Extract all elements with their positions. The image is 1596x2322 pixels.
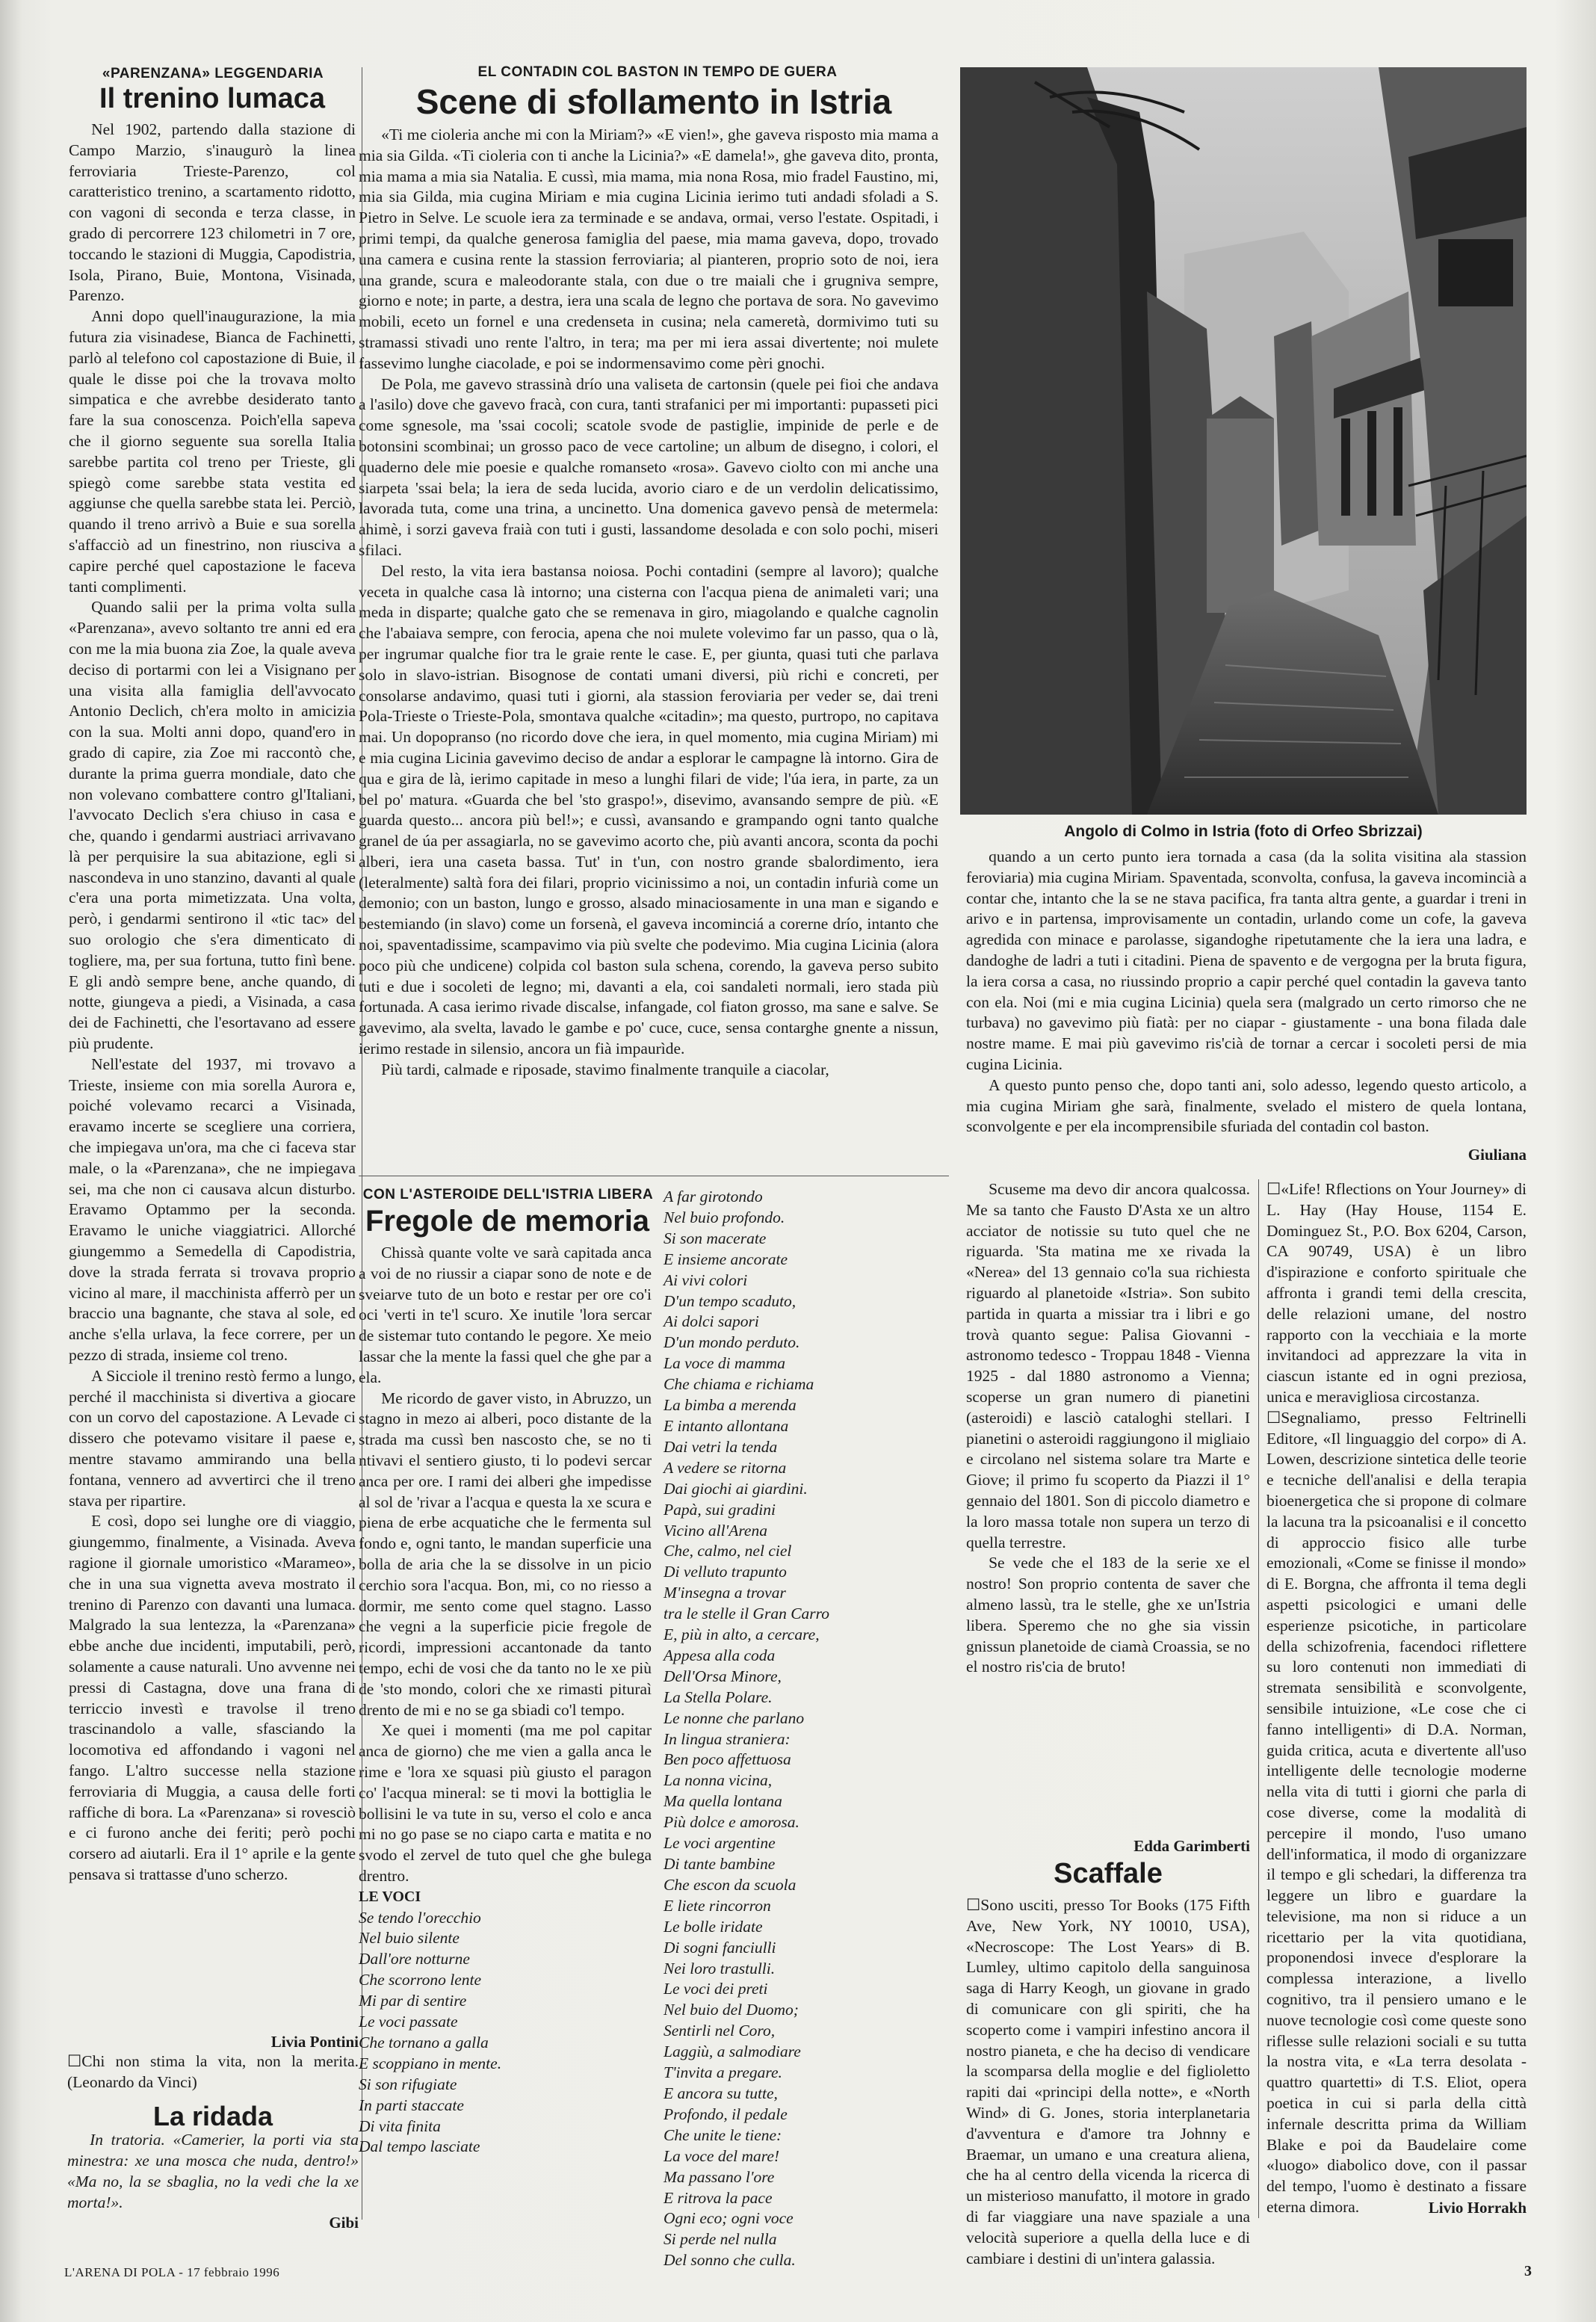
scaffale-entry: ☐ «Life! Rflections on Your Journey» di L. Hay (Hay House, 1154 E. Dominguez St., P.O. Box 6204, Carson, CA 90749, USA) è un libro d'ispirazione e conforto spirituale che affronta i grandi temi della crescita, delle relazioni umane, del nostro rapporto con la vecchiaia e la morte invitandoci ad apprezzare la vita in ciascun istante ed in ogni preziosa, unica e meravigliosa circostanza. — [1266, 1179, 1527, 1408]
poem-line: Ma passano l'ore — [664, 2167, 775, 2186]
poem-line: Appesa alla coda — [664, 1646, 776, 1664]
poem-part-b — [664, 1187, 947, 2271]
poem-line: Mi par di sentire — [359, 1992, 467, 2010]
footer-publication: L'ARENA DI POLA - 17 febbraio 1996 — [64, 2265, 280, 2279]
col1-paragraph: A Sicciole il trenino restò fermo a lungo, perché il macchinista si divertiva a giocare con un corvo del capostazione. A Levade ci dissero che potevamo visitare il paese e, mentre stavamo ammirando una bella fontana, vennero ad avvertirci che il treno stava per ripartire. — [69, 1366, 356, 1510]
poem-line: Nel buio del Duomo; — [664, 2001, 799, 2019]
poem-line: Nel buio silente — [359, 1929, 460, 1948]
main-continuation-paragraph: A questo punto penso che, dopo tanti ani, solo adesso, legendo questo articolo, a mia cugina Miriam ghe sarà, finalmente, svelado el mistero de quela lontana, sconvolgente e per ela incomprensibile sfuriada del contadin col baston. — [966, 1075, 1527, 1136]
poem-line: Ai vivi colori — [664, 1270, 748, 1289]
poem-line: Sentirli nel Coro, — [664, 2022, 776, 2040]
poem-line: La Stella Polare. — [664, 1688, 773, 1706]
photo-illustration — [960, 67, 1527, 815]
poem-line: Dal tempo lasciate — [359, 2137, 480, 2156]
poem-line: Che scorrono lente — [359, 1971, 482, 1989]
main-paragraph: De Pola, me gavevo strassinà drío una valiseta de cartonsin (quele pei fioi che andava a l'asilo) dove che gavevo fracà, con cura, tanti strafanici per mi importanti: pupasseti pici come sgnesole, ma 'ssai cocoli; scatole svode de pastiglie, impinide de perle e de botonsini scombinai; un grosso paco de vece cartoline; un album de disegno, i colori, el quaderno dele mie poesie e qualche romanseto «rosa». Gavevo ciolto con mi anche una siarpeta 'ssai bela; la iera de seda lucida, avorio ciaro e de un verdolin delicatissimo, lavorada tuta, come una trina, a uncinetto. Una domenica gavevo pensà de metermela: ahimè, i sorzi gaveva fraià con tuti i gusti, lassandome desolada e con solo pochi, miseri sfilaci. — [359, 374, 938, 559]
poem-line: Che chiama e richiama — [664, 1375, 814, 1394]
main-signature: Giuliana — [1467, 1146, 1527, 1164]
poem-line: Di velluto trapunto — [664, 1563, 787, 1581]
poem-line: Più dolce e amorosa. — [664, 1813, 799, 1832]
fregole-paragraph: Chissà quante volte ve sarà capitada anca a voi de no riussir a ciapar sono de note e de sveiarve tuto de un boto e restar per ore co'i oci 'verti in te'l scuro. Xe inutile 'lora sercar de sistemar tuto contando le pegore. Xe meio lassar che la mente la fassi quel che ghe par a ela. — [359, 1244, 652, 1386]
scaffale-right-entries — [1266, 1179, 1527, 2218]
col1-paragraph: Nel 1902, partendo dalla stazione di Campo Marzio, s'inaugurò la linea ferroviaria Trieste-Parenzo, col caratteristico trenino, a scartamento ridotto, con vagoni di seconda e terza classe, in grado di percorrere 123 chilometri in 7 ore, toccando le stazioni di Muggia, Capodistria, Isola, Pirano, Buie, Montona, Visinada, Parenzo. — [69, 120, 356, 305]
poem-line: M'insegna a trovar — [664, 1584, 786, 1602]
poem-line: Si perde nel nulla — [664, 2230, 777, 2249]
scaffale-title: Scaffale — [1054, 1858, 1163, 1889]
asteroid-paragraph: Se vede che el 183 de la serie xe el nostro! Son proprio contenta de saver che almeno lassù, tra le stelle, ghe xe un'Istria libera. Speremo che no ghe sia vissin gnissun planetoide de ciamà Croassia, se no el nostro ris'cia de bruto! — [966, 1554, 1250, 1676]
col1-kicker: «PARENZANA» LEGGENDARIA — [102, 66, 324, 81]
poem-line: Che unite le tiene: — [664, 2125, 782, 2144]
poem-line: E liete rincorron — [664, 1896, 771, 1915]
col1-paragraph: E così, dopo sei lunghe ore di viaggio, giungemmo, finalmente, a Visinada. Aveva ragione il giornale umoristico «Marameo», che in una sua vignetta aveva mostrato il trenino di Parenzo con davanti una lumaca. Malgrado la sua lentezza, la «Parenzana» ebbe anche due incidenti, imputabili, però, solamente a cause naturali. Uno avvenne nei pressi di Castagna, dove una frana di terriccio investì e travolse il treno trascinandolo a valle, sfasciando la locomotiva ed affondando i vagoni nel fango. L'altro successe nella stazione ferroviaria di Muggia, a causa delle forti raffiche di bora. La «Parenzana» si rovesciò e ci furono anche dei feriti; però pochi corsero ad aiutarli. Era il 1° aprile e la gente pensava si trattasse d'uno scherzo. — [69, 1512, 356, 1883]
poem-line: Dai vetri la tenda — [664, 1437, 778, 1456]
poem-line: D'un tempo scaduto, — [664, 1291, 797, 1310]
main-continuation-paragraph: quando a un certo punto iera tornada a casa (da la solita visitina ala stassion feroviaria) mia cugina Miriam. Spaventada, sconvolta, confusa, la gaveva incomincià a contar che, intanto che la se ne stava pacifica, fra tanta altra gente, a guardar i treni in arivo e in partensa, improvisamente un contadin, urlando come un cofe, la gaveva agredida con minace e parolasse, sigandoghe ripetutamente che la iera una ladra, e dandoghe de ladri a tuti i citadini. Piena de spavento e de vergogna per la bruta figura, la iera corsa a casa, no riussindo proprio a capir perché quel contadin la gaveva tanto con ela. Noi (mi e mia cugina Licinia) quela sera (malgrado un certo rimorso che ne turbava) no gavevimo più fiatà: per no ciapar - giustamente - una bona filada dale nostre mame. E mai più gavevimo ris'cià de tornar a cercar i socoleti persi de mia cugina Licinia. — [966, 847, 1527, 1073]
poem-line: La voce di mamma — [664, 1354, 786, 1373]
poem-line: Dell'Orsa Minore, — [664, 1667, 782, 1685]
poem-line: Che escon da scuola — [664, 1875, 797, 1894]
ridada-text: In tratoria. «Camerier, la porti via sta minestra: xe una mosca che nuda, dentro!» «Ma no, la se sbaglia, no la vedi che la xe morta!». — [67, 2131, 359, 2211]
poem-line: Di sogni fanciulli — [664, 1938, 776, 1957]
poem-line: Papà, sui gradini — [664, 1500, 776, 1519]
page-number: 3 — [1524, 2263, 1532, 2279]
poem-line: Le voci argentine — [664, 1834, 776, 1853]
fregole-signature: Edda Garimberti — [1133, 1837, 1250, 1855]
poem-line: Ma quella lontana — [664, 1792, 782, 1811]
fregole-left-column — [359, 1243, 652, 2158]
poem-line: Si son rifugiate — [359, 2075, 457, 2093]
col1-article-body — [69, 120, 356, 1886]
poem-line: E, più in alto, a cercare, — [664, 1625, 820, 1644]
poem-line: T'invita a pregare. — [664, 2063, 782, 2082]
poem-line: Profondo, il pedale — [664, 2105, 788, 2123]
poem-line: E intanto allontana — [664, 1416, 789, 1435]
scaffale-signature: Livio Horrakh — [1428, 2199, 1527, 2217]
col1-title: Il trenino lumaca — [99, 83, 325, 114]
poem-line: E scoppiano in mente. — [359, 2054, 502, 2072]
poem-line: Di tante bambine — [664, 1855, 776, 1873]
main-paragraph: «Ti me cioleria anche mi con la Miriam?» «E vien!», ghe gaveva risposto mia mama a mia sia Gilda. «Ti cioleria con ti anche la Licinia?» «E damela!», ghe gaveva dito, pronta, mia mama a mia sia Natalia. E cussì, mia mama, mia nona Rosa, mio fradel Faustino, mi, mia sia Gilda, mia cugina Miriam e mia cugina Licinia ierimo tuti andadi sfoladi a S. Pietro in Selve. Le scuole iera za terminade e se andava, ormai, verso l'estate. Ospitadi, i primi tempi, da qualche generosa famiglia del paese, mia mama gaveva, dopo, trovado una camera e cusina rente la stassion ferroviaria; al pianteren, proprio soto de noi, iera una grande, scura e maleodorante stala, con due o tre maiali che i grugniva sempre, giorno e note; in parte, a destra, iera una scala de legno che portava de sora. No gavevimo mobili, eceto un fornel e una credenseta in cusina; nela cameretà, dormivimo tuti su stramassi stivadi uno rente l'altro, in tera; ma per mi iera assai divertente; noi mulete fassevimo lunghe ciacolade, e poi se indormensavimo come pèri gnochi. — [359, 126, 938, 372]
poem-line: tra le stelle il Gran Carro — [664, 1605, 829, 1623]
poem-line: Di vita finita — [359, 2116, 441, 2135]
poem-title: LE VOCI — [359, 1888, 421, 1905]
poem-line: Ogni eco; ogni voce — [664, 2209, 794, 2228]
fregole-kicker: CON L'ASTEROIDE DELL'ISTRIA LIBERA — [362, 1187, 654, 1202]
col1-signature: Livia Pontini — [270, 2033, 359, 2051]
poem-line: Le bolle iridate — [664, 1917, 763, 1936]
poem-line: La bimba a merenda — [664, 1396, 797, 1415]
main-kicker: EL CONTADIN COL BASTON IN TEMPO DE GUERA — [477, 64, 838, 80]
poem-line: Nei loro trastulli. — [664, 1959, 776, 1977]
col1-quote: ☐ Chi non stima la vita, non la merita. (Leonardo da Vinci) — [67, 2051, 359, 2093]
main-article-body — [359, 125, 938, 1081]
fregole-paragraph: Xe quei i momenti (ma me pol capitar anca de giorno) che me vien a galla anca le rime e 'lora xe squasi più giusto el paragon co' l'acqua mineral: se ti movi la bottiglia le bollisini le va tute in su, verso el colo e anca mi no go pase se no ciapo carta e matita e no svodo el zervel de tuto quel che ghe bulega drentro. — [359, 1721, 652, 1885]
poem-line: E ritrova la pace — [664, 2188, 773, 2207]
main-paragraph: Del resto, la vita iera bastansa noiosa. Pochi contadini (sempre al lavoro); qualche veceta in qualche casa là intorno; una cisterna con l'acqua piena de animaleti vari; una meda in disparte; qualche gato che se remenava in giro, miagolando e qualche cagnolin che l'abaiava sempre, con ferocia, apena che noi mulete volevimo far un passo, qua o là, per ingrumar qualche fior tra le graie rente le case. E, per giunta, quasi tuti che parlava solo in slavo-istrian. Bisognose de contati umani diversi, più richi e concreti, per consolarse andavimo, quasi tuti i giorni, ala stassion feroviaria per veder se, dai treni Pola-Trieste o Trieste-Pola, smontava qualche «citadin»; ma questo, purtropo, no capitava mai. Un dopopranso (no ricordo dove che iera, in quel momento, mia cugina Miriam) mi e mia cugina Licinia gavevimo deciso de andar a esplorar le campagne là intorno. Gira de qua e gira de là, ierimo capitade in meso a lunghi filari de vide; l'úa iera, in parte, za un bel po' matura. «Guarda che bel 'sto graspo!», disevimo, avansando sempre de più. «E guarda questo... ancora più bel!»; e cussì, avansando e grampando ogni tanto qualche granel de úa per assagiarla, no se gavevimo acorto che, più avanti ancora, sconta da pochi alberi, iera una caseta bassa. Tut' in t'un, con nostro grande sbalordimento, iera (leteralmente) saltà fora dei filari, proprio vicinissimo a noi, un contadin infurià come un demonio; con un baston, lungo e grosso, alsado minaciosamente in una man e sigando e bestemiando (in slavo) come un forsenà, el gaveva incominciá a corerne drío, intanto che noi, spaventadissime, scampavimo via più svelte che podevimo. Mia cugina Licinia (alora poco più che undicene) colpida col baston sula schena, corendo, la gaveva perso subito tuti e due i socoleti de legno; mi, davanti a ela, coi sandaleti normali, iero stada più fortunada. A casa ierimo rivade discalse, infangade, col fiaton grosso, ma sane e salve. Se gavevimo, ala svelta, lavado le gambe e po' cuce, cuce, sensa contarghe gnente a nissun, ierimo restade in silensio, ancora un fià impaurìde. — [359, 561, 938, 1058]
scaffale-divider — [1258, 1179, 1259, 2218]
main-paragraph: Più tardi, calmade e riposade, stavimo finalmente tranquile a ciacolar, — [381, 1060, 829, 1078]
poem-line: A vedere se ritorna — [664, 1458, 787, 1477]
poem-part-a — [359, 1908, 652, 2158]
poem-line: Nel buio profondo. — [664, 1208, 785, 1226]
poem-line: Dai giochi ai giardini. — [664, 1479, 808, 1498]
fregole-title: Fregole de memoria — [365, 1205, 650, 1238]
poem-line: In lingua straniera: — [664, 1729, 791, 1748]
poem-line: La voce del mare! — [664, 2146, 780, 2165]
col1-paragraph: Quando salii per la prima volta sulla «Parenzana», avevo soltanto tre anni ed era con me la mia buona zia Zoe, la quale aveva deciso di portarmi con lei a Visignano per una visita alla famiglia dell'avvocato Antonio Declich, ch'era molto in amicizia con la sua. Molti anni dopo, quand'ero in grado di capire, zia Zoe mi raccontò che, durante la prima guerra mondiale, dato che non volevano combattere contro gl'Italiani, l'avvocato Declich s'era chiuso in casa e che, quando i gendarmi austriaci arrivavano là per perquisire la sua abitazione, egli si nascondeva in uno stanzino, davanti al quale c'era una porta mimetizzata. Una volta, però, i gendarmi sentirono il «tic tac» del suo orologio che s'era dimenticato di togliere, ma, per sua fortuna, tutto finì bene. E gli andò sempre bene, anche quando, di notte, giungeva a piedi, a Visinada, a casa dei de Fachinetti, che l'esortavano ad essere più prudente. — [69, 598, 356, 1053]
asteroid-paragraph: Scuseme ma devo dir ancora qualcossa. Me sa tanto che Fausto D'Asta xe un altro acciator de notissie su tuto quel che ne riguarda. 'Sta matina me xe rivada la «Nerea» del 13 gennaio co'la sua richiesta riguardo al planetoide «Istria». Son subito partida in quarta a missiar tra i libri e go trovà quanto segue: Palisa Giovanni - astronomo tedesco - Troppau 1848 - Vienna 1925 - dal 1880 astronomo a Vienna; scoperse un gran numero di pianetini (asteroidi) e lasciò cataloghi stellari. I pianetini o asteroidi raggiungono il migliaio e circolano nel sistema solare tra Marte e Giove; il primo fu scoperto da Piazzi il 1° gennaio del 1801. Son di piccolo diametro e la loro massa totale non supera un terzo di quella terrestre. — [966, 1180, 1250, 1551]
poem-line: In parti staccate — [359, 2096, 464, 2114]
poem-line: Le voci passate — [359, 2013, 458, 2031]
col1-paragraph: Nell'estate del 1937, mi trovavo a Trieste, insieme con mia sorella Aurora e, poiché volevamo recarci a Visinada, eravamo incerte se scegliere una corriera, che impiegava un'ora, ma che ci faceva star male, o la «Parenzana», che ne impiegava sei, ma che non ci causava alcun disturbo. Eravamo Optammo per la seconda. Eravamo le uniche viaggiatrici. Allorché giungemmo a Semedella di Capodistria, dove la strada ferrata si trovava proprio vicino al mare, il macchinista afferrò per un braccio una bagnante, che stava al sole, ed anche s'ella urlava, la fece correre, per un pezzo di strada, insieme col treno. — [69, 1055, 356, 1365]
poem-line: D'un mondo perduto. — [664, 1333, 800, 1352]
poem-line: E ancora su tutte, — [664, 2084, 778, 2102]
poem-line: Che, calmo, nel ciel — [664, 1542, 792, 1560]
poem-line: Ai dolci sapori — [664, 1312, 759, 1331]
poem-line: Che tornano a galla — [359, 2033, 489, 2051]
poem-line: Si son macerate — [664, 1229, 767, 1247]
poem-line: E insieme ancorate — [664, 1250, 788, 1268]
poem-line: Vicino all'Arena — [664, 1521, 767, 1540]
poem-line: Ben poco affettuosa — [664, 1750, 791, 1769]
main-title: Scene di sfollamento in Istria — [415, 82, 892, 121]
fregole-paragraph: Me ricordo de gaver visto, in Abruzzo, un stagno in mezo ai alberi, poco distante de la strada ma cussì ben nascosto che, se no ti ntivavi el sentiero giusto, ti lo podevi sercar anca per ore. I rami dei alberi ghe impedisse al sol de 'rivar a l'acqua e questa la xe scura e piena de erbe acquatiche che le fermenta sul fondo e, ogni tanto, le mandan superficie una bolla de aria che la se dissolve in un picio cerchio sora l'acqua. Bon, mi, co no riesso a dormir, me sento come quel stagno. Lasso che vegni a la superficie picie fregole de ricordi, impressioni accantonade da tanto tempo, echi de vosi che da tanto no le xe più de 'sto mondo, colori che xe rimasti pituraì drento de mi e no se ga sbiadi co'l tempo. — [359, 1389, 652, 1719]
scaffale-left-entry: ☐ Sono usciti, presso Tor Books (175 Fifth Ave, New York, NY 10010, USA), «Necroscope: The Lost Years» di B. Lumley, ultimo capitolo della sanguinosa saga di Harry Keogh, un giovane in grado di comunicare con gli spiriti, che ha scoperto come i vampiri infestino ancora il nostro pianeta, e che ha deciso di vendicare la scomparsa della moglie e del figlioletto rapiti dai «principi della notte», e «North Wind» di G. Jones, storia interplanetaria d'avventura e d'amore tra Johnny e Braemar, un umano e una creatura aliena, che ha al centro della vicenda la ricerca di un misterioso manufatto, il motore in grado di far viaggiare una nave spaziale a una velocità superiore a quella della luce e di cambiare i destini di un'intera galassia. — [966, 1895, 1250, 2269]
ridada-title: La ridada — [152, 2100, 273, 2131]
asteroid-note — [966, 1179, 1250, 1678]
poem-line: Dall'ore notturne — [359, 1950, 470, 1969]
poem-line: Se tendo l'orecchio — [359, 1908, 481, 1927]
poem-line: Del sonno che culla. — [664, 2251, 796, 2270]
poem-line: Le voci dei preti — [664, 1980, 768, 1998]
poem-line: Laggiù, a salmodiare — [664, 2042, 801, 2061]
village-photo — [960, 67, 1527, 815]
col1-bottom — [67, 2033, 359, 2232]
col1-paragraph: Anni dopo quell'inaugurazione, la mia futura zia visinadese, Bianca de Fachinetti, parlò al telefono col capostazione di Buie, il quale le disse poi che la trovava molto simpatica e che avrebbe desiderato tanto fare la sua conoscenza. Poich'ella sapeva che il giorno seguente sua sorella Italia sarebbe partita col treno per Trieste, gli spiegò come sarebbe stata vestita ed aggiunse che quella sarebbe stata lei. Perciò, quando il treno arrivò a Buie e sua sorella s'affacciò ad un finestrino, non riusciva a capire perché quel capostazione le faceva tanti complimenti. — [69, 307, 356, 596]
poem-line: A far girotondo — [664, 1188, 763, 1205]
poem-line: La nonna vicina, — [664, 1771, 773, 1790]
fregole-body — [359, 1243, 652, 1887]
ridada-signature: Gibi — [329, 2213, 359, 2232]
scaffale-entry: ☐ Segnaliamo, presso Feltrinelli Editore, «Il linguaggio del corpo» di A. Lowen, descrizione sintetica delle teorie e tecniche dell'analisi e della terapia bioenergetica che si propone di colmare la lacuna tra la psicoanalisi e il concetto di approccio fisico alle turbe emozionali, «Come se finisse il mondo» di E. Borgna, che affronta il tema degli aspetti psicologici e umani delle esperienze psicotiche, in particolare della schizofrenia, facendoci riflettere su loro contenuti non immediati di stremata sensibilità e sconvolgente, sensibile intuizione, «Le cose che ci fanno intelligenti» di D.A. Norman, guida critica, acuta e divertente all'uso intelligente delle tecnologie moderne nella vita di tutti i giorni che parla di cose diverse, come la modalità di percepire il mondo, l'uso umano dell'informatica, il modo di organizzare il tempo e gli schedari, la differenza tra leggere un libro e guardare la televisione, ma non si riduce a un ricettario per la vita quotidiana, proponendosi invece d'esplorare la complessa interazione, a livello cognitivo, tra il pensiero umano e le nuove tecnologie così come queste sono riflesse sulle relazioni sociali e su tutta la nostra vita, e «La terra desolata - quattro quartetti» di T.S. Eliot, opera poetica in cui si parla della città infernale descritta prima da William Blake e poi da Baudelaire come «luogo» diabolico dove, con il passar del tempo, l'uomo è destinato a fissare eterna dimora. — [1266, 1408, 1527, 2218]
photo-caption: Angolo di Colmo in Istria (foto di Orfeo Sbrizzai) — [1064, 823, 1423, 840]
poem-line: Le nonne che parlano — [664, 1708, 805, 1727]
main-continuation — [966, 847, 1527, 1137]
